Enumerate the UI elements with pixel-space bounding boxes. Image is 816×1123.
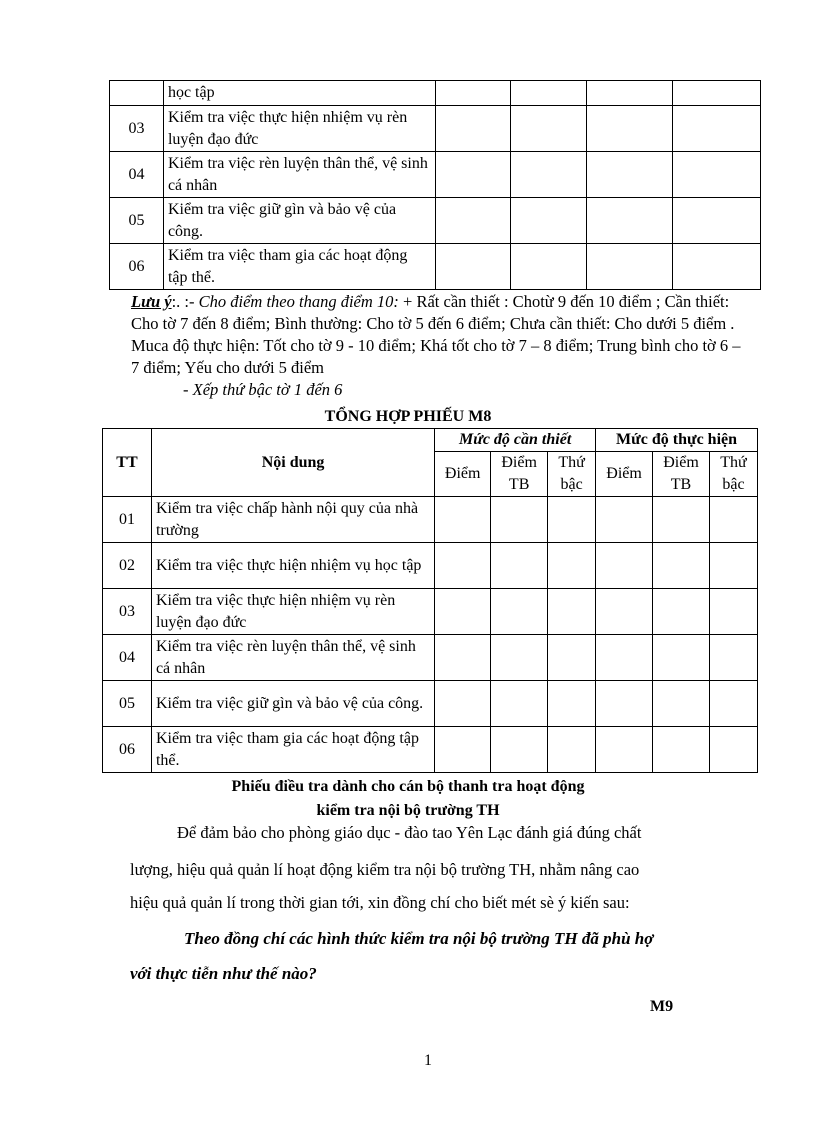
intro-line2: lượng, hiệu quả quản lí hoạt động kiểm tra nội bộ trường TH, nhằm nâng cao	[130, 860, 640, 879]
evaluation-table-continued	[109, 80, 761, 290]
empty-cell[interactable]	[548, 635, 596, 681]
empty-cell[interactable]	[548, 727, 596, 773]
empty-cell[interactable]	[548, 681, 596, 727]
header-row	[103, 429, 758, 452]
note-scale-details: + Rất cần thiết : Chotừ 9 đến 10 điểm ; Cần thiết: Cho tờ 7 đến 8 điểm; Bình thường: Cho tờ 5 đến 6 điểm; Chưa cần thiết: Cho dưới 5 điểm . Muca độ thực hiện: Tốt cho tờ 9 - 10 điểm; Khá tốt cho tờ 7 – 8 điểm; Trung bình cho tờ 6 – 7 điểm; Yếu cho dưới 5 điểm	[131, 292, 741, 377]
empty-cell[interactable]	[587, 106, 673, 152]
row-content: Kiểm tra việc giữ gìn và bảo vệ của công.	[151, 681, 434, 727]
empty-cell[interactable]	[435, 543, 491, 589]
row-number: 06	[110, 244, 164, 290]
empty-cell[interactable]	[709, 681, 757, 727]
empty-cell[interactable]	[653, 589, 710, 635]
empty-cell[interactable]	[596, 543, 653, 589]
sub-diem-tb-header: Điểm TB	[653, 452, 710, 497]
row-content: Kiểm tra việc chấp hành nội quy của nhà trường	[151, 497, 434, 543]
empty-cell[interactable]	[511, 106, 587, 152]
note-label: Lưu ý	[131, 292, 172, 311]
empty-cell[interactable]	[511, 152, 587, 198]
intro-line3: hiệu quả quản lí trong thời gian tới, xin đồng chí cho biết mét sè ý kiến sau:	[130, 893, 630, 912]
empty-cell[interactable]	[673, 198, 761, 244]
empty-cell[interactable]	[435, 106, 511, 152]
table-row	[103, 497, 758, 543]
intro-line1: Để đảm bảo cho phòng giáo dục - đào tao Yên Lạc đánh giá đúng chất	[177, 823, 642, 842]
table-row	[103, 727, 758, 773]
empty-cell[interactable]	[435, 81, 511, 106]
note-separator: :. :-	[171, 292, 195, 311]
group-necessity-header: Mức độ cần thiết	[435, 429, 596, 452]
row-number: 03	[110, 106, 164, 152]
row-number: 04	[110, 152, 164, 198]
row-number	[110, 81, 164, 106]
empty-cell[interactable]	[548, 589, 596, 635]
row-content: Kiểm tra việc giữ gìn và bảo vệ của công.	[163, 198, 435, 244]
empty-cell[interactable]	[435, 497, 491, 543]
scoring-note	[131, 291, 741, 401]
empty-cell[interactable]	[435, 727, 491, 773]
empty-cell[interactable]	[587, 81, 673, 106]
empty-cell[interactable]	[435, 635, 491, 681]
table-row	[103, 681, 758, 727]
summary-table	[102, 428, 758, 773]
note-ranking: - Xếp thứ bậc tờ 1 đến 6	[183, 380, 343, 399]
empty-cell[interactable]	[709, 497, 757, 543]
question-text: Theo đồng chí các hình thức kiểm tra nội bộ trường TH đã phù hợ	[184, 929, 654, 948]
empty-cell[interactable]	[596, 635, 653, 681]
table-row	[110, 81, 761, 106]
table-row	[103, 543, 758, 589]
group-implementation-header: Mức độ thực hiện	[596, 429, 758, 452]
row-number: 02	[103, 543, 152, 589]
empty-cell[interactable]	[435, 152, 511, 198]
empty-cell[interactable]	[673, 106, 761, 152]
empty-cell[interactable]	[587, 198, 673, 244]
row-number: 06	[103, 727, 152, 773]
empty-cell[interactable]	[673, 152, 761, 198]
empty-cell[interactable]	[435, 681, 491, 727]
row-content: Kiểm tra việc thực hiện nhiệm vụ rèn luyện đạo đức	[151, 589, 434, 635]
empty-cell[interactable]	[491, 497, 548, 543]
empty-cell[interactable]	[491, 681, 548, 727]
summary-title: TỔNG HỢP PHIẾU M8	[324, 408, 492, 425]
empty-cell[interactable]	[511, 81, 587, 106]
row-content: Kiểm tra việc tham gia các hoạt động tập thể.	[151, 727, 434, 773]
empty-cell[interactable]	[548, 497, 596, 543]
survey-question-line1	[184, 923, 784, 955]
empty-cell[interactable]	[491, 635, 548, 681]
col-tt-header: TT	[103, 429, 152, 497]
sub-diem-header: Điểm	[596, 452, 653, 497]
empty-cell[interactable]	[709, 589, 757, 635]
empty-cell[interactable]	[491, 727, 548, 773]
empty-cell[interactable]	[435, 198, 511, 244]
empty-cell[interactable]	[673, 244, 761, 290]
empty-cell[interactable]	[596, 497, 653, 543]
empty-cell[interactable]	[587, 244, 673, 290]
empty-cell[interactable]	[673, 81, 761, 106]
empty-cell[interactable]	[596, 589, 653, 635]
row-content: Kiểm tra việc rèn luyện thân thể, vệ sinh cá nhân	[151, 635, 434, 681]
sub-thu-bac-header: Thứ bậc	[548, 452, 596, 497]
empty-cell[interactable]	[596, 727, 653, 773]
row-content: Kiểm tra việc thực hiện nhiệm vụ học tập	[151, 543, 434, 589]
empty-cell[interactable]	[587, 152, 673, 198]
table-row	[110, 106, 761, 152]
empty-cell[interactable]	[491, 543, 548, 589]
empty-cell[interactable]	[435, 589, 491, 635]
table-row	[103, 635, 758, 681]
empty-cell[interactable]	[435, 244, 511, 290]
empty-cell[interactable]	[709, 727, 757, 773]
row-content: Kiểm tra việc rèn luyện thân thể, vệ sinh cá nhân	[163, 152, 435, 198]
sub-diem-tb-header: Điểm TB	[491, 452, 548, 497]
survey-title-line1: Phiếu điều tra dành cho cán bộ thanh tra hoạt động	[231, 778, 585, 795]
row-content: Kiểm tra việc thực hiện nhiệm vụ rèn luyện đạo đức	[163, 106, 435, 152]
row-content: Kiểm tra việc tham gia các hoạt động tập thể.	[163, 244, 435, 290]
empty-cell[interactable]	[511, 198, 587, 244]
table-row	[103, 589, 758, 635]
row-content: học tập	[163, 81, 435, 106]
row-number: 04	[103, 635, 152, 681]
empty-cell[interactable]	[548, 543, 596, 589]
table-row	[110, 198, 761, 244]
row-number: 05	[110, 198, 164, 244]
table-row	[110, 244, 761, 290]
empty-cell[interactable]	[709, 543, 757, 589]
table-row	[110, 152, 761, 198]
sub-thu-bac-header: Thứ bậc	[709, 452, 757, 497]
sub-diem-header: Điểm	[435, 452, 491, 497]
empty-cell[interactable]	[653, 681, 710, 727]
row-number: 03	[103, 589, 152, 635]
survey-question-line2: với thực tiễn như thế nào?	[130, 964, 317, 983]
form-code: M9	[650, 998, 674, 1015]
page-number: 1	[424, 1052, 432, 1069]
empty-cell[interactable]	[511, 244, 587, 290]
empty-cell[interactable]	[709, 635, 757, 681]
row-number: 01	[103, 497, 152, 543]
empty-cell[interactable]	[653, 635, 710, 681]
survey-title-line2: kiểm tra nội bộ trường TH	[316, 802, 500, 819]
note-scale-intro: Cho điểm theo thang điểm 10:	[198, 292, 399, 311]
empty-cell[interactable]	[653, 543, 710, 589]
empty-cell[interactable]	[491, 589, 548, 635]
row-number: 05	[103, 681, 152, 727]
empty-cell[interactable]	[653, 727, 710, 773]
empty-cell[interactable]	[596, 681, 653, 727]
empty-cell[interactable]	[653, 497, 710, 543]
col-content-header: Nội dung	[151, 429, 434, 497]
